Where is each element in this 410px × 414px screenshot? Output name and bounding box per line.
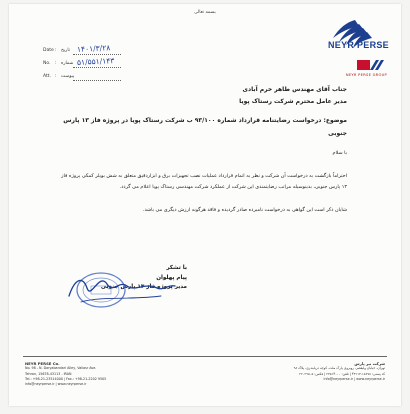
recipient-name: جناب آقای مهندس طاهر خرم آبادی <box>242 86 347 93</box>
footer-emails-fa: info@neyrperse.ir | www.neyrperse.ir <box>323 376 385 381</box>
date-label-fa: تاریخ <box>61 48 70 53</box>
group-logo-icon <box>355 57 385 73</box>
number-label-fa: شماره <box>61 61 74 66</box>
footer-divider <box>23 356 387 357</box>
number-field: No. : شماره ۵۱/۵۵۱/۱۴۳ <box>43 58 153 71</box>
footer-persian <box>205 361 385 382</box>
stamp-icon <box>77 273 125 307</box>
body-paragraph-1: احتراماً بازگشت به درخواست آن شرکت و نظر به اتمام قرارداد عملیات نصب تجهیزات برق و ابزاردقیق متعلق به شش بویلر کمکی پروژه فاز ۱۳ پارس جنوبی، بدینوسیله مراتب رضایتمندی این شرکت از عملکرد شرکت مهندسی رستاک پویا اعلام می گردد. <box>61 172 347 190</box>
letter-subject: موضوع: درخواست رضایتنامه قرارداد شماره ۹۳/۱۰۰ ب شرکت رستاک پویا در پروژه فاز ۱۳ پارس جنوبی <box>63 117 347 137</box>
letter-page <box>9 4 401 406</box>
invocation-text: بسمه تعالی <box>194 10 216 15</box>
number-value: ۵۱/۵۵۱/۱۴۳ <box>76 56 115 67</box>
footer-contacts-en: Tel.: +98-21-23514000 | Fax.: +98-21-2202 9505 <box>25 376 107 381</box>
date-field: Date : تاریخ ۱۴۰۱/۳/۲۸ <box>43 45 153 58</box>
footer-english <box>25 361 185 387</box>
signer-title: مدیر پروژه فاز ۱۳ پارس جنوبی <box>100 284 187 290</box>
footer-address-line-1-fa: تهران، خیابان ولیعصر، روبروی پارک ملت، کوچه دریابندری، پلاک ۹۸ <box>293 366 385 371</box>
footer-emails-en: info@neyrperse.ir | www.neyrperse.ir <box>25 382 87 387</box>
signature-stamp <box>61 266 181 312</box>
footer-company-fa: شرکت نیر پارس <box>354 361 385 366</box>
letter-body <box>57 148 347 227</box>
signer-name: پیام پهلوان <box>156 274 187 281</box>
footer-address-line-2-fa: کد پستی: ۱۵۶۷۸-۴۳۱۱۳ | تلفن: ۲۳۵۱۴۰۰۰ | فکس: ۲۲۰۲۹۵۰۵ <box>299 371 385 376</box>
footer-address-line-2-en: Tehran, 15678-43113 - IRAN <box>25 371 72 376</box>
group-logo-label: NEYR PERSE GROUP <box>345 73 387 77</box>
recipient-block <box>67 84 347 108</box>
attachment-label-fa: پیوست <box>61 74 75 79</box>
company-logo <box>325 18 387 58</box>
number-label-en: No. <box>43 61 51 66</box>
body-paragraph-2: شایان ذکر است این گواهی به درخواست نامبرده صادر گردیده و فاقد هرگونه ارزش دیگری می باشد. <box>142 206 347 213</box>
signature-icon <box>69 280 175 296</box>
attachment-label-en: Att. <box>43 74 51 79</box>
footer-address-line-1-en: No. 98 - N. Daryabandari Alley, Valiasr Ave. <box>25 366 97 371</box>
closing-thanks: با تشکر <box>166 265 187 271</box>
attachment-field: Att. : پیوست <box>43 71 153 84</box>
logo-wordmark: NEYR PERSE <box>327 40 389 50</box>
footer-company-en: NEYR PERSE Co. <box>25 361 60 366</box>
date-value: ۱۴۰۱/۳/۲۸ <box>76 43 111 54</box>
recipient-title: مدیر عامل محترم شرکت رستاک پویا <box>239 98 347 105</box>
date-label-en: Date <box>43 48 54 53</box>
greeting: با سلام <box>332 150 347 156</box>
letter-meta <box>43 45 153 84</box>
